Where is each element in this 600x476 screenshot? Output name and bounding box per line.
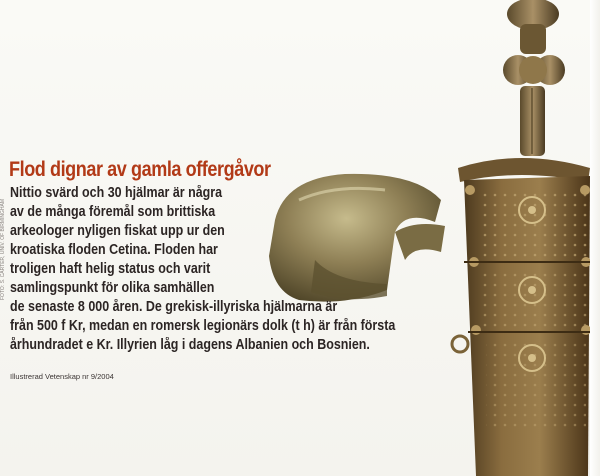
- article-line-3: arkeologer nyligen fiskat upp ur den: [10, 223, 225, 239]
- article-line-1: Nittio svärd och 30 hjälmar är några: [10, 185, 223, 201]
- article-line-2: av de många föremål som brittiska: [10, 204, 216, 220]
- roman-dagger-image: [440, 0, 600, 476]
- article-line-6: samlingspunkt för olika samhällen: [10, 280, 215, 296]
- article-title: Flod dignar av gamla offergåvor: [9, 158, 271, 181]
- article-line-9: århundradet e Kr. Illyrien låg i dagens Albanien och Bosnien.: [10, 337, 370, 353]
- article-line-4: kroatiska floden Cetina. Floden har: [10, 242, 218, 258]
- page-edge: [590, 0, 600, 476]
- bronze-helmet-image: [255, 160, 455, 310]
- source-credit: Illustrerad Vetenskap nr 9/2004: [10, 372, 114, 381]
- article-line-8: från 500 f Kr, medan en romersk legionärs dolk (t h) är från första: [10, 318, 396, 334]
- photo-credit: FOTO: S. CARTER, UNIV. OF BIRMINGHAM: [0, 198, 6, 300]
- article-line-5: troligen haft helig status och varit: [10, 261, 211, 277]
- article-line-7: de senaste 8 000 åren. De grekisk-illyriska hjälmarna är: [10, 299, 338, 315]
